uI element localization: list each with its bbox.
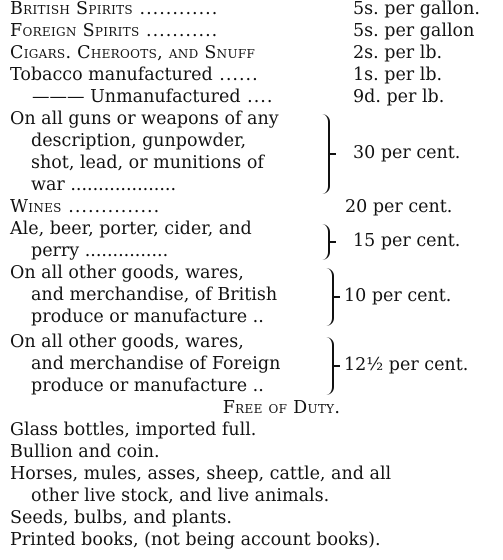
unmanufactured-row bbox=[32, 86, 273, 108]
foreign-goods-brace-tip bbox=[332, 365, 340, 367]
british-spirits-dots: ............ bbox=[132, 0, 219, 19]
cigars-rate: 2s. per lb. bbox=[353, 43, 443, 63]
foreign-spirits-label: Foreign Spirits bbox=[10, 21, 140, 41]
unmanufactured-dots: .... bbox=[240, 87, 274, 107]
british-spirits-row bbox=[10, 0, 218, 20]
british-spirits-label: British Spirits bbox=[10, 0, 133, 19]
ale-brace-tip bbox=[328, 241, 336, 243]
free-heading: Free of Duty. bbox=[222, 398, 341, 418]
free-item: other live stock, and live animals. bbox=[31, 486, 330, 506]
free-item: Bullion and coin. bbox=[10, 442, 160, 462]
ale-line: perry ............... bbox=[31, 241, 169, 261]
foreign-goods-line: On all other goods, wares, bbox=[10, 332, 244, 352]
wines-rate: 20 per cent. bbox=[345, 197, 453, 217]
guns-line: shot, lead, or munitions of bbox=[31, 153, 264, 173]
foreign-spirits-rate: 5s. per gallon bbox=[353, 21, 475, 41]
foreign-spirits-dots: ........... bbox=[139, 21, 219, 41]
free-item: Printed books, (not being account books). bbox=[10, 530, 381, 550]
british-goods-line: On all other goods, wares, bbox=[10, 263, 244, 283]
free-item: Horses, mules, asses, sheep, cattle, and all bbox=[10, 464, 392, 484]
guns-brace-tip bbox=[328, 153, 336, 155]
wines-label: Wines bbox=[10, 197, 62, 217]
guns-line: description, gunpowder, bbox=[31, 131, 247, 151]
cigars-label: Cigars. Cheroots, and Snuff bbox=[10, 43, 256, 63]
foreign-goods-rate: 12½ per cent. bbox=[344, 355, 469, 375]
guns-line: On all guns or weapons of any bbox=[10, 109, 279, 129]
british-goods-line: produce or manufacture .. bbox=[31, 307, 264, 327]
tobacco-rate: 1s. per lb. bbox=[353, 65, 443, 85]
british-goods-rate: 10 per cent. bbox=[344, 286, 452, 306]
guns-line: war ................... bbox=[31, 175, 177, 195]
free-item: Glass bottles, imported full. bbox=[10, 420, 257, 440]
ale-rate: 15 per cent. bbox=[353, 231, 461, 251]
british-spirits-rate: 5s. per gallon. bbox=[353, 0, 480, 19]
tobacco-row bbox=[10, 64, 259, 86]
guns-rate: 30 per cent. bbox=[353, 143, 461, 163]
unmanufactured-rate: 9d. per lb. bbox=[353, 87, 445, 107]
foreign-goods-line: produce or manufacture .. bbox=[31, 376, 264, 396]
free-item: Seeds, bulbs, and plants. bbox=[10, 508, 232, 528]
ale-line: Ale, beer, porter, cider, and bbox=[10, 219, 252, 239]
cigars-row bbox=[10, 42, 255, 64]
tobacco-label: Tobacco manufactured bbox=[10, 65, 213, 85]
foreign-goods-line: and merchandise of Foreign bbox=[31, 354, 281, 374]
british-goods-line: and merchandise, of British bbox=[31, 285, 278, 305]
tobacco-dots: ...... bbox=[212, 65, 259, 85]
british-goods-brace-tip bbox=[332, 296, 340, 298]
wines-dots: .............. bbox=[61, 197, 161, 217]
foreign-spirits-row bbox=[10, 20, 218, 42]
wines-row bbox=[10, 196, 160, 218]
unmanufactured-label: ——— Unmanufactured bbox=[32, 87, 241, 107]
